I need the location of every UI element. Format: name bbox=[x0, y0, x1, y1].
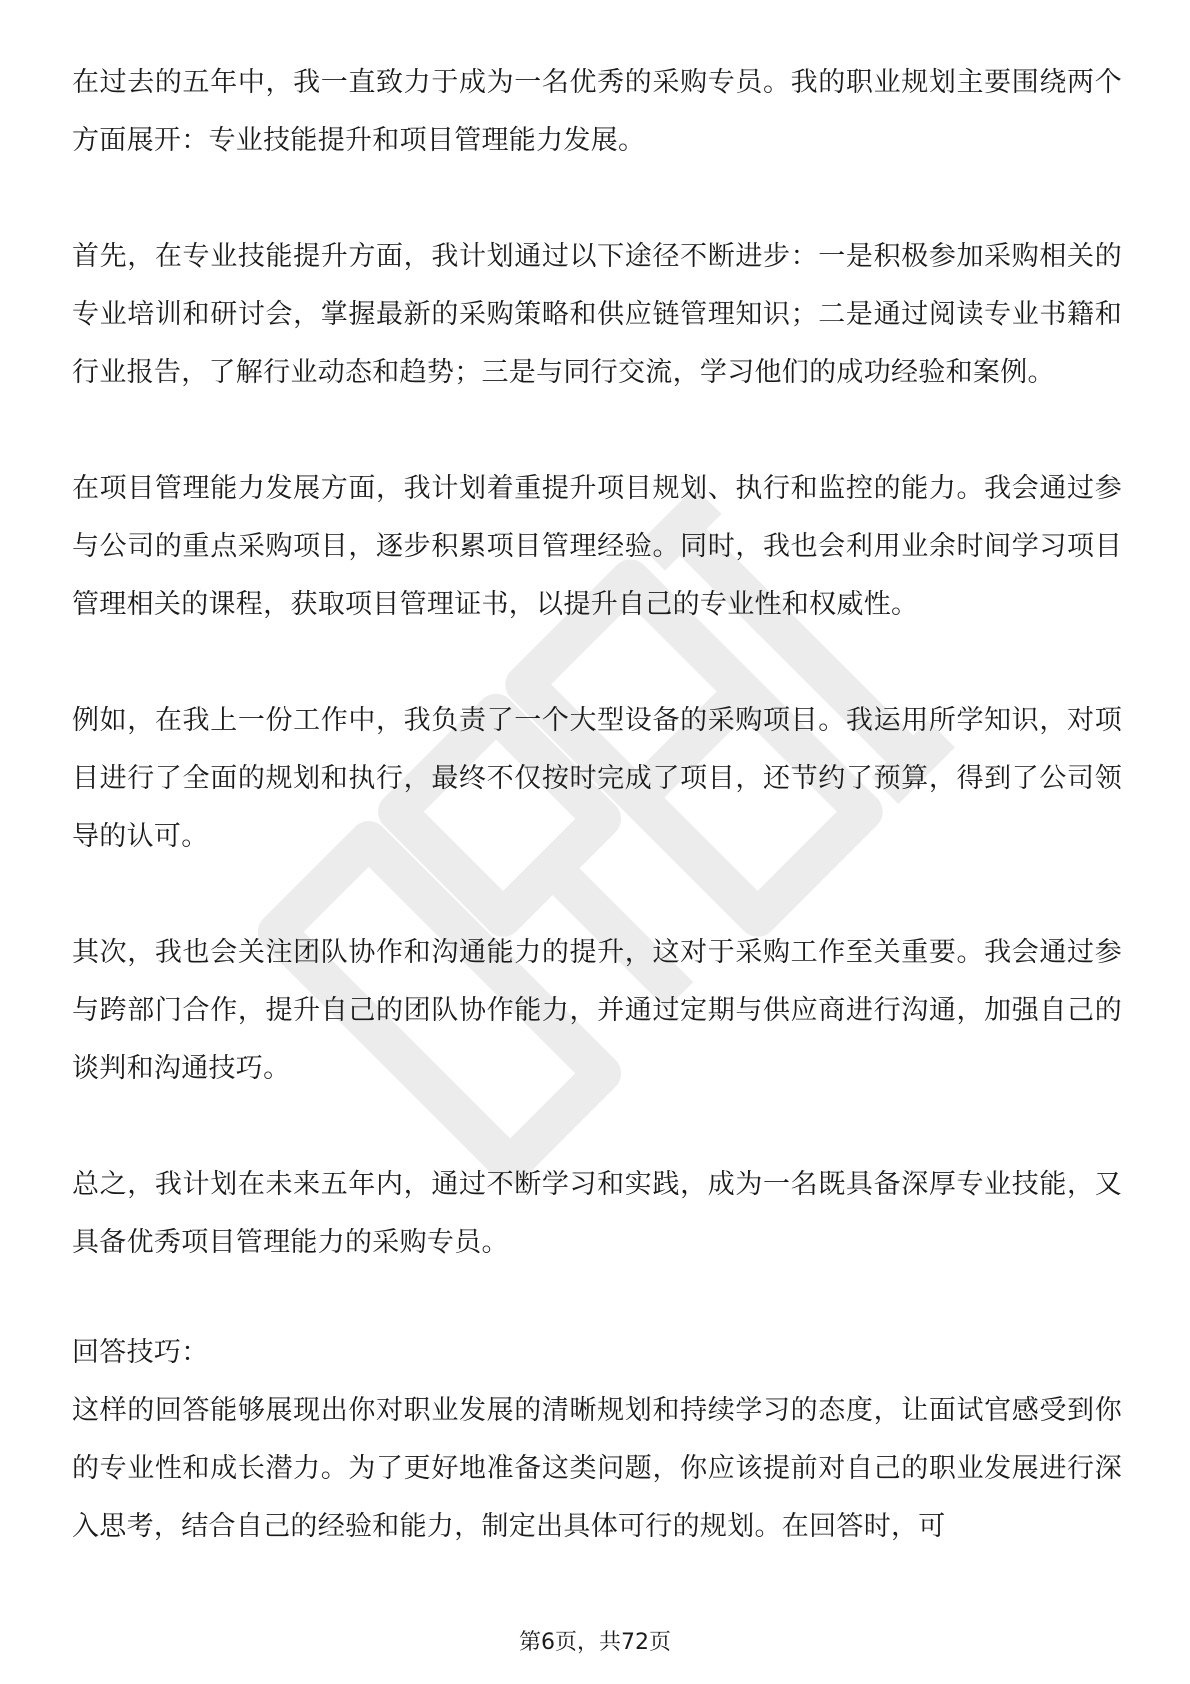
paragraph-skills: 首先，在专业技能提升方面，我计划通过以下途径不断进步：一是积极参加采购相关的专业培训和研讨会，掌握最新的采购策略和供应链管理知识；二是通过阅读专业书籍和行业报告，了解行业动态和趋势；三是与同行交流，学习他们的成功经验和案例。 bbox=[72, 241, 1122, 388]
document-body bbox=[72, 54, 1122, 1556]
tips-heading: 回答技巧： bbox=[72, 1337, 209, 1368]
paragraph-intro: 在过去的五年中，我一直致力于成为一名优秀的采购专员。我的职业规划主要围绕两个方面展开：专业技能提升和项目管理能力发展。 bbox=[72, 67, 1122, 156]
page-indicator: 第6页，共72页 bbox=[519, 1630, 671, 1655]
paragraph-project-management: 在项目管理能力发展方面，我计划着重提升项目规划、执行和监控的能力。我会通过参与公司的重点采购项目，逐步积累项目管理经验。同时，我也会利用业余时间学习项目管理相关的课程，获取项目管理证书，以提升自己的专业性和权威性。 bbox=[72, 473, 1122, 620]
paragraph-teamwork: 其次，我也会关注团队协作和沟通能力的提升，这对于采购工作至关重要。我会通过参与跨部门合作，提升自己的团队协作能力，并通过定期与供应商进行沟通，加强自己的谈判和沟通技巧。 bbox=[72, 937, 1122, 1084]
paragraph-example: 例如，在我上一份工作中，我负责了一个大型设备的采购项目。我运用所学知识，对项目进行了全面的规划和执行，最终不仅按时完成了项目，还节约了预算，得到了公司领导的认可。 bbox=[72, 705, 1122, 852]
tips-text: 这样的回答能够展现出你对职业发展的清晰规划和持续学习的态度，让面试官感受到你的专业性和成长潜力。为了更好地准备这类问题，你应该提前对自己的职业发展进行深入思考，结合自己的经验和能力，制定出具体可行的规划。在回答时，可 bbox=[72, 1395, 1122, 1542]
paragraph-summary: 总之，我计划在未来五年内，通过不断学习和实践，成为一名既具备深厚专业技能，又具备优秀项目管理能力的采购专员。 bbox=[72, 1169, 1122, 1258]
